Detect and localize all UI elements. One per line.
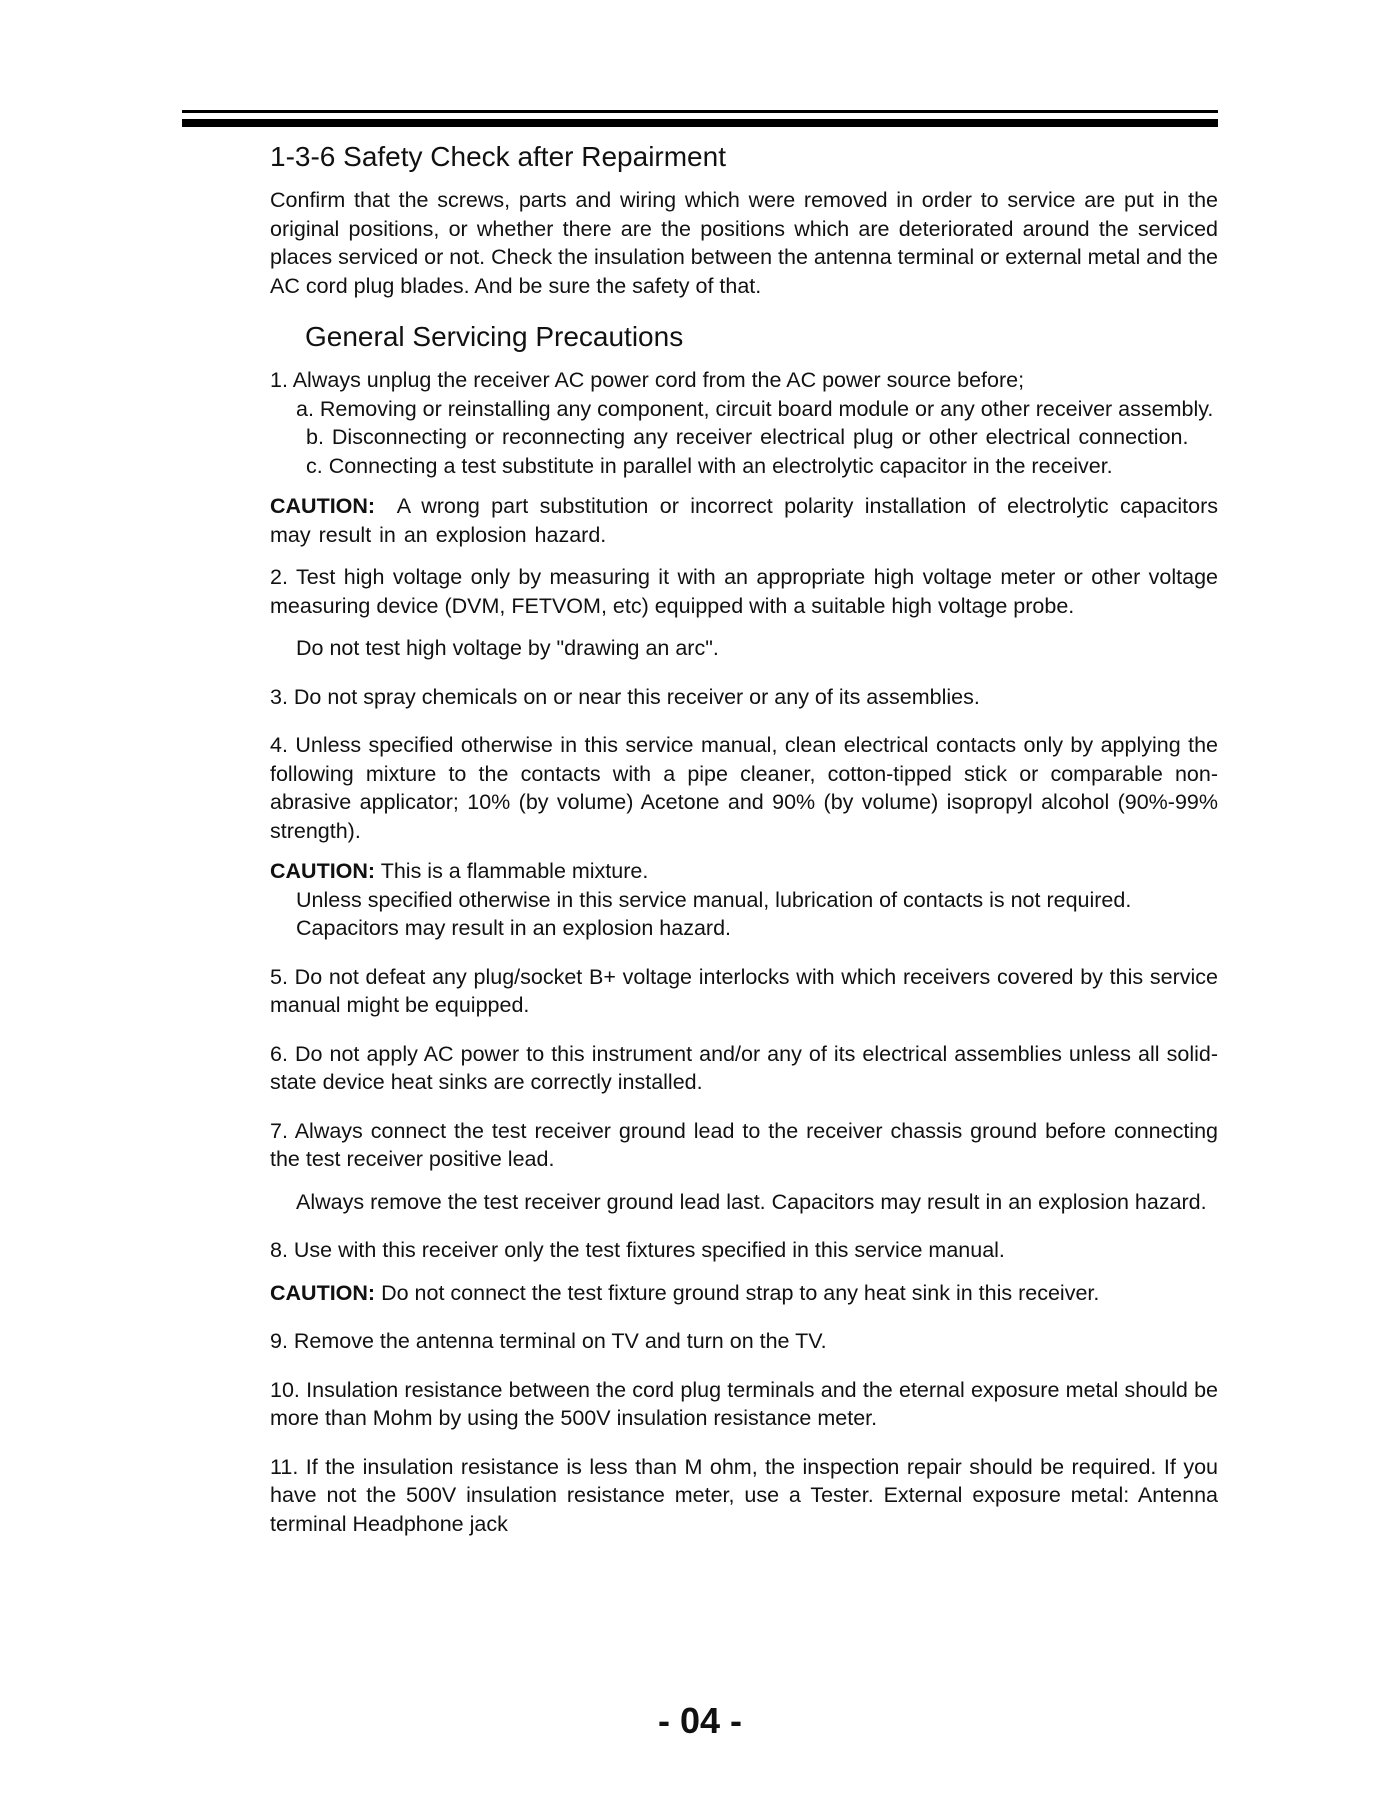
- precaution-item-5: 5. Do not defeat any plug/socket B+ voltage interlocks with which receivers covered by this service manual might be equipped.: [270, 964, 1218, 1017]
- item-1b-text: b. Disconnecting or reconnecting any receiver electrical plug or other electrical connection.: [306, 425, 1189, 449]
- caution-2-text: This is a flammable mixture.: [380, 859, 649, 883]
- precaution-item-7: 7. Always connect the test receiver ground lead to the receiver chassis ground before connecting the test receiver positive lead.: [270, 1118, 1218, 1171]
- caution-1-text: A wrong part substitution or incorrect polarity installation of electrolytic capacitors may result in an explosion hazard.: [270, 494, 1219, 547]
- item-1-text: 1. Always unplug the receiver AC power cord from the AC power source before;: [270, 368, 1025, 392]
- header-rule-thin: [182, 110, 1218, 113]
- section-intro: Confirm that the screws, parts and wiring which were removed in order to service are put in the original positions, or whether there are the positions which are deteriorated around the serviced places serviced or not. Check the insulation between the antenna terminal or external metal and the AC cord plug blades. And be sure the safety of that.: [270, 188, 1218, 298]
- precaution-item-11: 11. If the insulation resistance is less than M ohm, the inspection repair should be required. If you have not the 500V insulation resistance meter, use a Tester. External exposure metal: Antenna terminal Headphone jack: [270, 1454, 1218, 1536]
- precautions-title: General Servicing Precautions: [305, 321, 684, 352]
- precaution-item-2: 2. Test high voltage only by measuring it with an appropriate high voltage meter or other voltage measuring device (DVM, FETVOM, etc) equipped with a suitable high voltage probe.: [270, 565, 1218, 618]
- page-number: - 04 -: [657, 1700, 743, 1741]
- precaution-item-8: 8. Use with this receiver only the test fixtures specified in this service manual.: [270, 1238, 1005, 1262]
- caution-1: [270, 492, 1218, 549]
- caution-1-label: CAUTION:: [270, 494, 376, 518]
- precaution-item-3: 3. Do not spray chemicals on or near this receiver or any of its assemblies.: [270, 684, 980, 709]
- item-2-note: Do not test high voltage by "drawing an arc".: [296, 636, 719, 660]
- section-title: 1-3-6 Safety Check after Repairment: [270, 141, 726, 172]
- precaution-item-10: 10. Insulation resistance between the cord plug terminals and the eternal exposure metal should be more than Mohm by using the 500V insulation resistance meter.: [270, 1377, 1218, 1430]
- page-content: [270, 140, 1218, 1538]
- caution-2: [270, 857, 1218, 943]
- caution-2-label: CAUTION:: [270, 859, 376, 883]
- item-7-note: Always remove the test receiver ground lead last. Capacitors may result in an explosion hazard.: [296, 1189, 1207, 1214]
- caution-3: [270, 1279, 1218, 1308]
- precaution-item-1: [270, 366, 1218, 480]
- item-1c-text: c. Connecting a test substitute in parallel with an electrolytic capacitor in the receiver.: [306, 453, 1113, 478]
- caution-2-line3: Capacitors may result in an explosion hazard.: [296, 916, 731, 940]
- caution-2-line2: Unless specified otherwise in this service manual, lubrication of contacts is not required.: [296, 887, 1132, 912]
- precaution-item-6: 6. Do not apply AC power to this instrument and/or any of its electrical assemblies unless all solid-state device heat sinks are correctly installed.: [270, 1041, 1218, 1094]
- header-rule-thick: [182, 119, 1218, 127]
- precaution-item-4: 4. Unless specified otherwise in this service manual, clean electrical contacts only by applying the following mixture to the contacts with a pipe cleaner, cotton-tipped stick or comparable non-abrasive applicator; 10% (by volume) Acetone and 90% (by volume) isopropyl alcohol (90%-99% strength).: [270, 733, 1218, 843]
- precaution-item-9: 9. Remove the antenna terminal on TV and turn on the TV.: [270, 1329, 827, 1353]
- caution-3-label: CAUTION:: [270, 1280, 376, 1305]
- caution-3-text: Do not connect the test fixture ground strap to any heat sink in this receiver.: [381, 1280, 1100, 1305]
- item-1a-text: a. Removing or reinstalling any component, circuit board module or any other receiver assembly.: [296, 396, 1214, 421]
